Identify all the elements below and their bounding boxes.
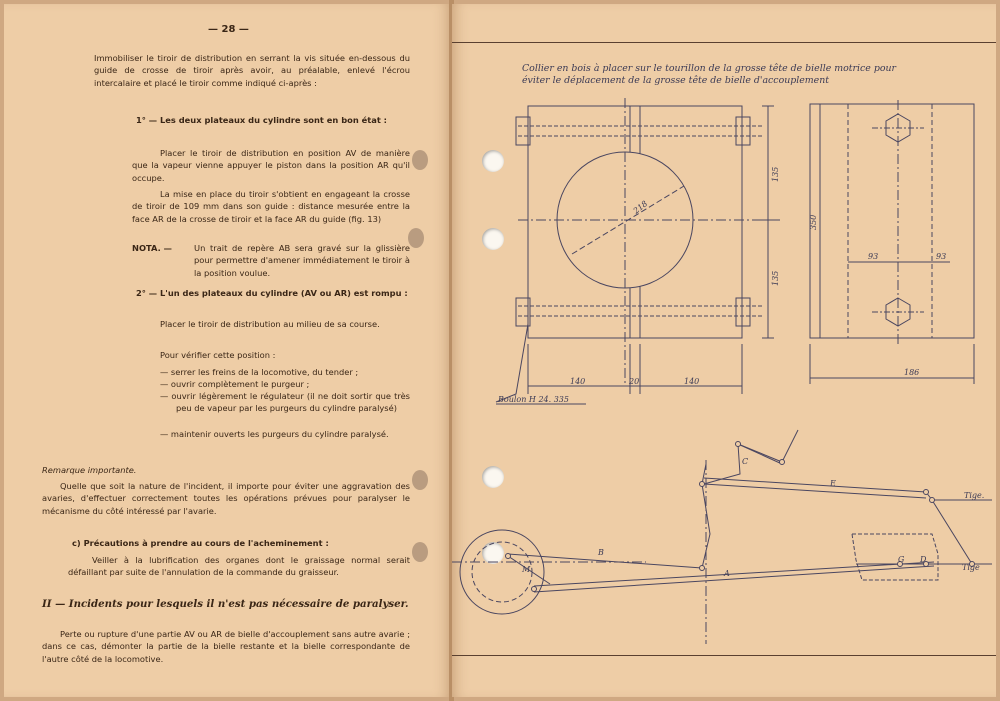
right-page [452, 4, 996, 697]
punch-hole-shadow [412, 542, 428, 562]
dim-height: 350 [809, 214, 818, 230]
dim-half-right: 93 [936, 252, 947, 261]
dim-width-left: 140 [570, 377, 586, 386]
punch-hole-shadow [412, 470, 428, 490]
step-item: — ouvrir légèrement le régulateur (il ne doit sortir que très peu de vapeur par les purgeurs du cylindre paralysé) [160, 391, 410, 414]
nota-label: NOTA. — [132, 243, 172, 253]
case2-heading: 2° — L'un des plateaux du cylindre (AV ou AR) est rompu : [136, 288, 408, 298]
dim-upper: 135 [771, 166, 780, 182]
linkage-diagram [452, 430, 992, 644]
figure-caption-line-1: Collier en bois à placer sur le tourillon de la grosse tête de bielle motrice pour [522, 63, 896, 74]
dim-width: 186 [904, 368, 920, 377]
linkage-label-a: A [724, 569, 730, 578]
dim-diameter: 218 [631, 199, 650, 216]
collar-front-view [496, 98, 782, 404]
linkage-label-tige-bottom: Tige [962, 563, 980, 572]
linkage-label-e: E [830, 479, 836, 488]
case2-paragraph-2: Pour vérifier cette position : [160, 350, 276, 360]
technical-drawings [452, 4, 996, 697]
linkage-label-b: B [598, 548, 604, 557]
remarque-heading: Remarque importante. [42, 465, 137, 475]
collar-side-view [810, 100, 974, 384]
section-c-text: Veiller à la lubrification des organes dont le graissage normal serait défaillant par suite de l'annulation de la commande du graisseur. [68, 555, 410, 578]
dim-gap: 20 [629, 377, 640, 386]
dim-half-left: 93 [868, 252, 879, 261]
case2-paragraph-1: Placer le tiroir de distribution au milieu de sa course. [160, 319, 380, 329]
linkage-label-m: M [522, 565, 531, 574]
section-c-heading: c) Précautions à prendre au cours de l'acheminement : [72, 538, 329, 548]
step-item: — serrer les freins de la locomotive, du tender ; [160, 367, 359, 377]
intro-paragraph: Immobiliser le tiroir de distribution en serrant la vis située en-dessous du guide de crosse de tiroir après avoir, au préalable, enlevé l'écrou intercalaire et placé le tiroir comme indiqué ci-après : [94, 53, 410, 88]
step-item: — maintenir ouverts les purgeurs du cylindre paralysé. [160, 429, 389, 439]
remarque-text: Quelle que soit la nature de l'incident, il importe pour éviter une aggravation des avaries, d'effectuer correctement toutes les opérations prévues pour paralyser le mécanisme du côté intéressé par l'avarie. [42, 481, 410, 516]
nota-text: Un trait de repère AB sera gravé sur la glissière pour permettre d'amener immédiatement le tiroir à la position voulue. [194, 243, 410, 278]
case1-heading: 1° — Les deux plateaux du cylindre sont en bon état : [136, 115, 387, 125]
dim-width-right: 140 [684, 377, 700, 386]
punch-hole-shadow [412, 150, 428, 170]
section-ii-heading: II — Incidents pour lesquels il n'est pas nécessaire de paralyser. [42, 598, 409, 610]
page-number: — 28 — [208, 24, 249, 35]
dim-lower: 135 [771, 270, 780, 286]
linkage-label-tige-top: Tige. [964, 491, 985, 500]
punch-hole-shadow [408, 228, 424, 248]
step-item: — ouvrir complètement le purgeur ; [160, 379, 310, 389]
bolt-label: Boulon H 24. 335 [498, 395, 569, 404]
case1-paragraph-1: Placer le tiroir de distribution en position AV de manière que la vapeur vienne appuyer le piston dans la position AR qu'il occupe. [132, 148, 410, 183]
left-page [4, 4, 450, 697]
linkage-label-d: D [920, 555, 927, 564]
case1-paragraph-2: La mise en place du tiroir s'obtient en engageant la crosse de tiroir de 109 mm dans son guide : distance mesurée entre la face AR de la crosse de tiroir et la face AR du guide (fig. 13) [132, 189, 410, 224]
section-ii-text: Perte ou rupture d'une partie AV ou AR de bielle d'accouplement sans autre avarie ; dans ce cas, démonter la partie de la bielle restante et la bielle correspondante de l'autre côté de la locomotive. [42, 629, 410, 664]
linkage-label-g: G [898, 555, 905, 564]
figure-caption-line-2: éviter le déplacement de la grosse tête de bielle d'accouplement [522, 75, 830, 86]
linkage-label-c: C [742, 457, 749, 466]
